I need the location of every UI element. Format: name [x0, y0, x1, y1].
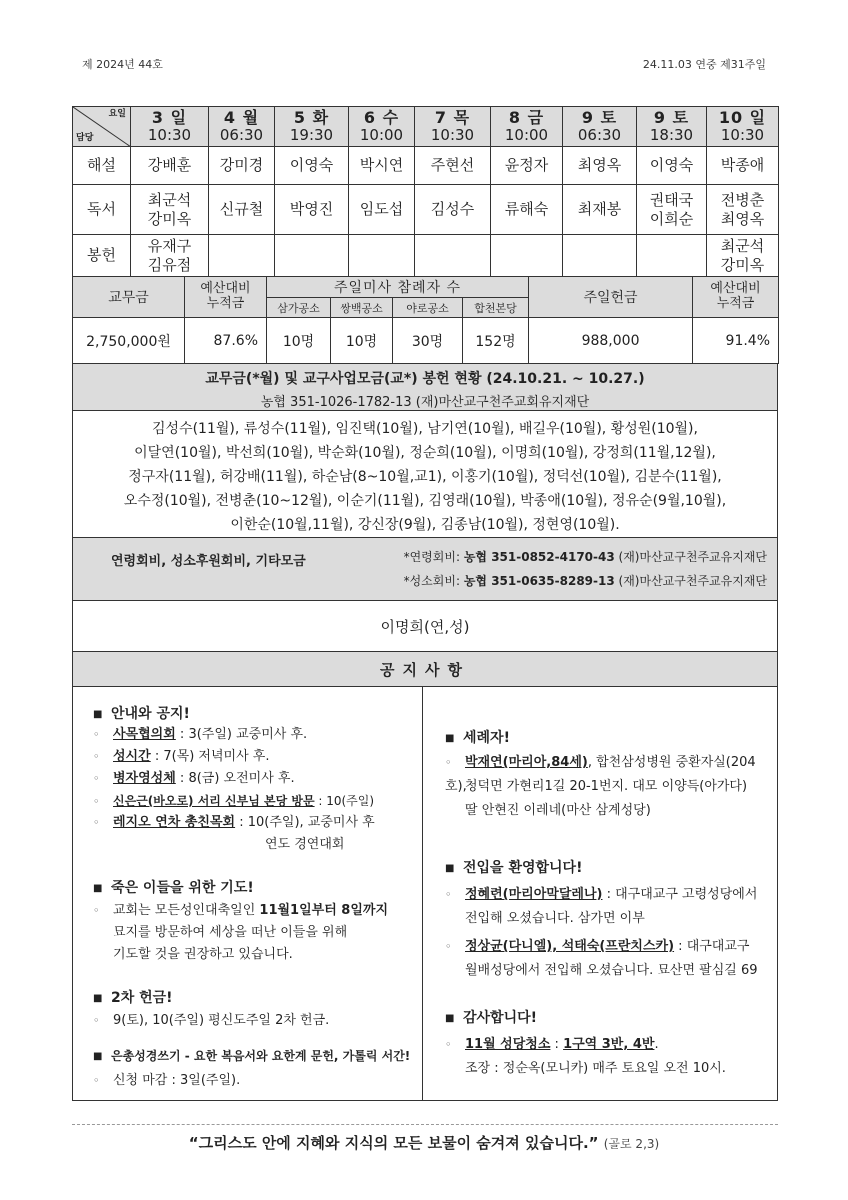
table-cell: [563, 235, 637, 277]
mass-time: 19:30: [289, 126, 334, 145]
table-cell: 강배훈: [131, 147, 209, 185]
attendance-count: 10명: [267, 318, 331, 364]
bullet-square-icon: ■: [93, 708, 103, 720]
table-cell: 신규철: [209, 185, 275, 235]
account-prefix: *연령회비:: [403, 550, 461, 564]
mass-time: 18:30: [649, 126, 694, 145]
mass-time: 06:30: [219, 126, 264, 145]
footer-divider: [72, 1124, 778, 1125]
budget-label: 예산대비 누적금: [185, 277, 267, 318]
dues-names-line: 이한순(10월,11월), 강신장(9월), 김종남(10월), 정현영(10월).: [230, 517, 620, 533]
circle-bullet-icon: ◦: [93, 795, 100, 808]
dues-amount: 2,750,000원: [73, 318, 185, 364]
mission-sub-label: 쌍백공소: [331, 298, 393, 318]
notice-section-heading: ■ 세례자!: [445, 730, 510, 746]
notice-item-continued: 청덕면 가현리1길 20-1번지. 대모 이양득(아가다): [465, 779, 748, 794]
dues-names-line: 김성수(11월), 류성수(11월), 임진택(10월), 남기연(10월), 배길우(10월), 황성원(10월),: [152, 421, 698, 437]
table-cell: 박종애: [707, 147, 779, 185]
corner-bottom-label: 담당: [76, 132, 94, 143]
table-cell: 최군석 강미옥: [707, 235, 779, 277]
table-cell: 최영옥: [563, 147, 637, 185]
notice-section-heading: ■ 죽은 이들을 위한 기도!: [93, 880, 254, 896]
notice-section-heading: ■ 안내와 공지!: [93, 706, 190, 722]
day-name: 9 토: [581, 108, 618, 128]
issue-date: 24.11.03 연중 제31주일: [642, 58, 766, 71]
notice-item: ◦ 정상균(다니엘), 석태숙(프란치스카) : 대구대교구: [445, 935, 749, 959]
table-cell: [275, 235, 349, 277]
table-cell: 윤정자: [491, 147, 563, 185]
attendance-count: 152명: [463, 318, 529, 364]
footer-quote: [0, 1132, 848, 1153]
account-number: 농협 351-0635-8289-13: [463, 574, 615, 588]
notice-right-column: [423, 687, 777, 1100]
circle-bullet-icon: ◦: [93, 904, 100, 917]
notice-item: ◦ 박재연(마리아,84세), 합천삼성병원 중환자실(204호),: [445, 751, 777, 799]
quote-text: “그리스도 안에 지혜와 지식의 모든 보물이 숨겨져 있습니다.”: [188, 1134, 599, 1152]
day-cell: [563, 107, 637, 147]
notice-section-heading: ■ 2차 헌금!: [93, 990, 173, 1006]
dues-pct: 87.6%: [185, 318, 267, 364]
table-cell: 유재구 김유점: [131, 235, 209, 277]
notice-item: ◦ 성시간 : 7(목) 저녁미사 후.: [93, 745, 270, 769]
notice-item: ◦ 신은근(바오로) 서리 신부님 본당 방문 : 10(주일): [93, 789, 374, 814]
day-name: 4 월: [223, 108, 260, 128]
mass-schedule-table: [72, 106, 779, 277]
day-cell: [637, 107, 707, 147]
circle-bullet-icon: ◦: [445, 756, 452, 769]
bullet-square-icon: ■: [93, 882, 103, 894]
table-cell: 박영진: [275, 185, 349, 235]
notice-section-heading: ■ 전입을 환영합니다!: [445, 860, 583, 876]
table-cell: 박시연: [349, 147, 415, 185]
row-label: 해설: [73, 147, 131, 185]
mission-sub-label: 삼가공소: [267, 298, 331, 318]
day-header-row: [73, 107, 779, 147]
dues-names: [72, 410, 778, 538]
annual-section-header: [72, 537, 778, 601]
day-name: 5 화: [293, 108, 330, 128]
notice-item: ◦ 정혜련(마리아막달레나) : 대구대교구 고령성당에서: [445, 883, 757, 907]
day-name: 7 목: [434, 108, 471, 128]
bullet-square-icon: ■: [445, 862, 455, 874]
day-cell: [275, 107, 349, 147]
annual-title: 연령회비, 성소후원회비, 기타모금: [111, 554, 306, 569]
corner-top-label: 요일: [108, 109, 126, 119]
attendance-count: 30명: [393, 318, 463, 364]
stats-value-row: [73, 318, 779, 364]
notice-item: ◦ 11월 성당청소 : 1구역 3반, 4반.: [445, 1033, 659, 1057]
stats-header-row: [73, 277, 779, 298]
table-cell: 최군석 강미옥: [131, 185, 209, 235]
table-cell: 김성수: [415, 185, 491, 235]
table-cell: 전병춘 최영옥: [707, 185, 779, 235]
notice-item-continued: 조장 : 정순옥(모니카) 매주 토요일 오전 10시.: [465, 1061, 726, 1076]
table-cell: 임도섭: [349, 185, 415, 235]
day-name: 3 일: [151, 108, 188, 128]
notice-item: ◦ 사목협의회 : 3(주일) 교중미사 후.: [93, 723, 307, 747]
stats-table: [72, 276, 779, 364]
day-cell: [209, 107, 275, 147]
annual-donor: 이명희(연,성): [72, 600, 778, 652]
table-cell: 권태국 이희순: [637, 185, 707, 235]
notice-item: ◦ 레지오 연차 총친목회 : 10(주일), 교중미사 후: [93, 811, 375, 835]
mass-time: 10:30: [720, 126, 765, 145]
issue-number: 제 2024년 44호: [82, 58, 163, 71]
dues-names-line: 이달연(10월), 박선희(10월), 박순화(10월), 정순희(10월), 이명희(10월), 강정희(11월,12월),: [134, 445, 716, 461]
notice-item-continued: 월배성당에서 전입해 오셨습니다. 묘산면 팔심길 69: [465, 963, 758, 978]
circle-bullet-icon: ◦: [93, 1014, 100, 1027]
table-cell: 류해숙: [491, 185, 563, 235]
offering-label: 주일헌금: [529, 277, 693, 318]
table-cell: [415, 235, 491, 277]
account-prefix: *성소회비:: [403, 574, 461, 588]
row-label: 독서: [73, 185, 131, 235]
day-name: 8 금: [508, 108, 545, 128]
reading-row: [73, 185, 779, 235]
account-owner: (재)마산교구천주교유지재단: [618, 574, 767, 588]
day-name: 10 일: [718, 108, 767, 128]
day-name: 9 토: [653, 108, 690, 128]
notice-title: 공지사항: [72, 651, 778, 687]
notice-item-continued: 딸 안현진 이레네(마산 삼계성당): [465, 803, 651, 818]
account-number: 농협 351-0852-4170-43: [463, 550, 615, 564]
circle-bullet-icon: ◦: [445, 1038, 452, 1051]
table-cell: [349, 235, 415, 277]
quote-reference: (골로 2,3): [603, 1137, 660, 1151]
notice-item: ◦ 신청 마감 : 3일(주일).: [93, 1069, 240, 1093]
circle-bullet-icon: ◦: [93, 728, 100, 741]
mass-time: 10:30: [430, 126, 475, 145]
bullet-square-icon: ■: [445, 1012, 455, 1024]
table-cell: 주현선: [415, 147, 491, 185]
table-cell: [209, 235, 275, 277]
notice-item: ◦ 병자영성체 : 8(금) 오전미사 후.: [93, 767, 295, 791]
offertory-row: [73, 235, 779, 277]
corner-cell: [73, 107, 131, 147]
dues-title: 교무금(*월) 및 교구사업모금(교*) 봉헌 현황 (24.10.21. ~ 10.27.): [205, 371, 645, 387]
circle-bullet-icon: ◦: [445, 888, 452, 901]
circle-bullet-icon: ◦: [445, 940, 452, 953]
notice-left-column: [73, 687, 423, 1100]
bullet-square-icon: ■: [445, 732, 455, 744]
offering-pct: 91.4%: [693, 318, 779, 364]
mass-time: 06:30: [577, 126, 622, 145]
circle-bullet-icon: ◦: [93, 1074, 100, 1087]
notice-item-continued: 기도할 것을 권장하고 있습니다.: [113, 947, 293, 962]
mission-sub-label: 합천본당: [463, 298, 529, 318]
day-cell: [707, 107, 779, 147]
table-cell: 강미경: [209, 147, 275, 185]
circle-bullet-icon: ◦: [93, 750, 100, 763]
mass-time: 10:00: [504, 126, 549, 145]
annual-account-1: [404, 548, 767, 565]
annual-account-2: [404, 572, 767, 589]
notice-item-continued: 연도 경연대회: [265, 837, 345, 852]
bullet-square-icon: ■: [93, 992, 103, 1004]
notice-section-heading: ■ 감사합니다!: [445, 1010, 538, 1026]
commentary-row: [73, 147, 779, 185]
circle-bullet-icon: ◦: [93, 772, 100, 785]
notice-item-continued: 묘지를 방문하여 세상을 떠난 이들을 위해: [113, 925, 348, 940]
attendance-label: 주일미사 참례자 수: [267, 277, 529, 298]
day-cell: [415, 107, 491, 147]
mass-time: 10:00: [359, 126, 404, 145]
row-label: 봉헌: [73, 235, 131, 277]
budget-label-2: 예산대비 누적금: [693, 277, 779, 318]
notice-item-continued: 전입해 오셨습니다. 삼가면 이부: [465, 911, 645, 926]
notice-section-heading: ■ 은총성경쓰기 - 요한 복음서와 요한계 문헌, 가톨릭 서간!: [93, 1049, 411, 1063]
attendance-count: 10명: [331, 318, 393, 364]
day-cell: [349, 107, 415, 147]
day-name: 6 수: [363, 108, 400, 128]
day-cell: [131, 107, 209, 147]
table-cell: 최재봉: [563, 185, 637, 235]
dues-section-header: [72, 363, 778, 411]
bullet-square-icon: ■: [93, 1051, 103, 1062]
notice-item: ◦ 교회는 모든성인대축일인 11월1일부터 8일까지: [93, 899, 388, 923]
table-cell: [637, 235, 707, 277]
table-cell: [491, 235, 563, 277]
notice-item: ◦ 9(토), 10(주일) 평신도주일 2차 헌금.: [93, 1009, 329, 1033]
notice-body: [72, 686, 778, 1101]
dues-label: 교무금: [73, 277, 185, 318]
dues-account: 농협 351-1026-1782-13 (재)마산교구천주교회유지재단: [260, 395, 590, 410]
mission-sub-label: 야로공소: [393, 298, 463, 318]
mass-time: 10:30: [147, 126, 192, 145]
account-owner: (재)마산교구천주교유지재단: [618, 550, 767, 564]
offering-amount: 988,000: [529, 318, 693, 364]
dues-names-line: 오수정(10월), 전병춘(10~12월), 이순기(11월), 김영래(10월), 박종애(10월), 정유순(9월,10월),: [123, 493, 727, 509]
day-cell: [491, 107, 563, 147]
circle-bullet-icon: ◦: [93, 816, 100, 829]
table-cell: 이영숙: [275, 147, 349, 185]
dues-names-line: 정구자(11월), 허강배(11월), 하순남(8~10월,교1), 이홍기(10월), 정덕선(10월), 김분수(11월),: [128, 469, 722, 485]
table-cell: 이영숙: [637, 147, 707, 185]
